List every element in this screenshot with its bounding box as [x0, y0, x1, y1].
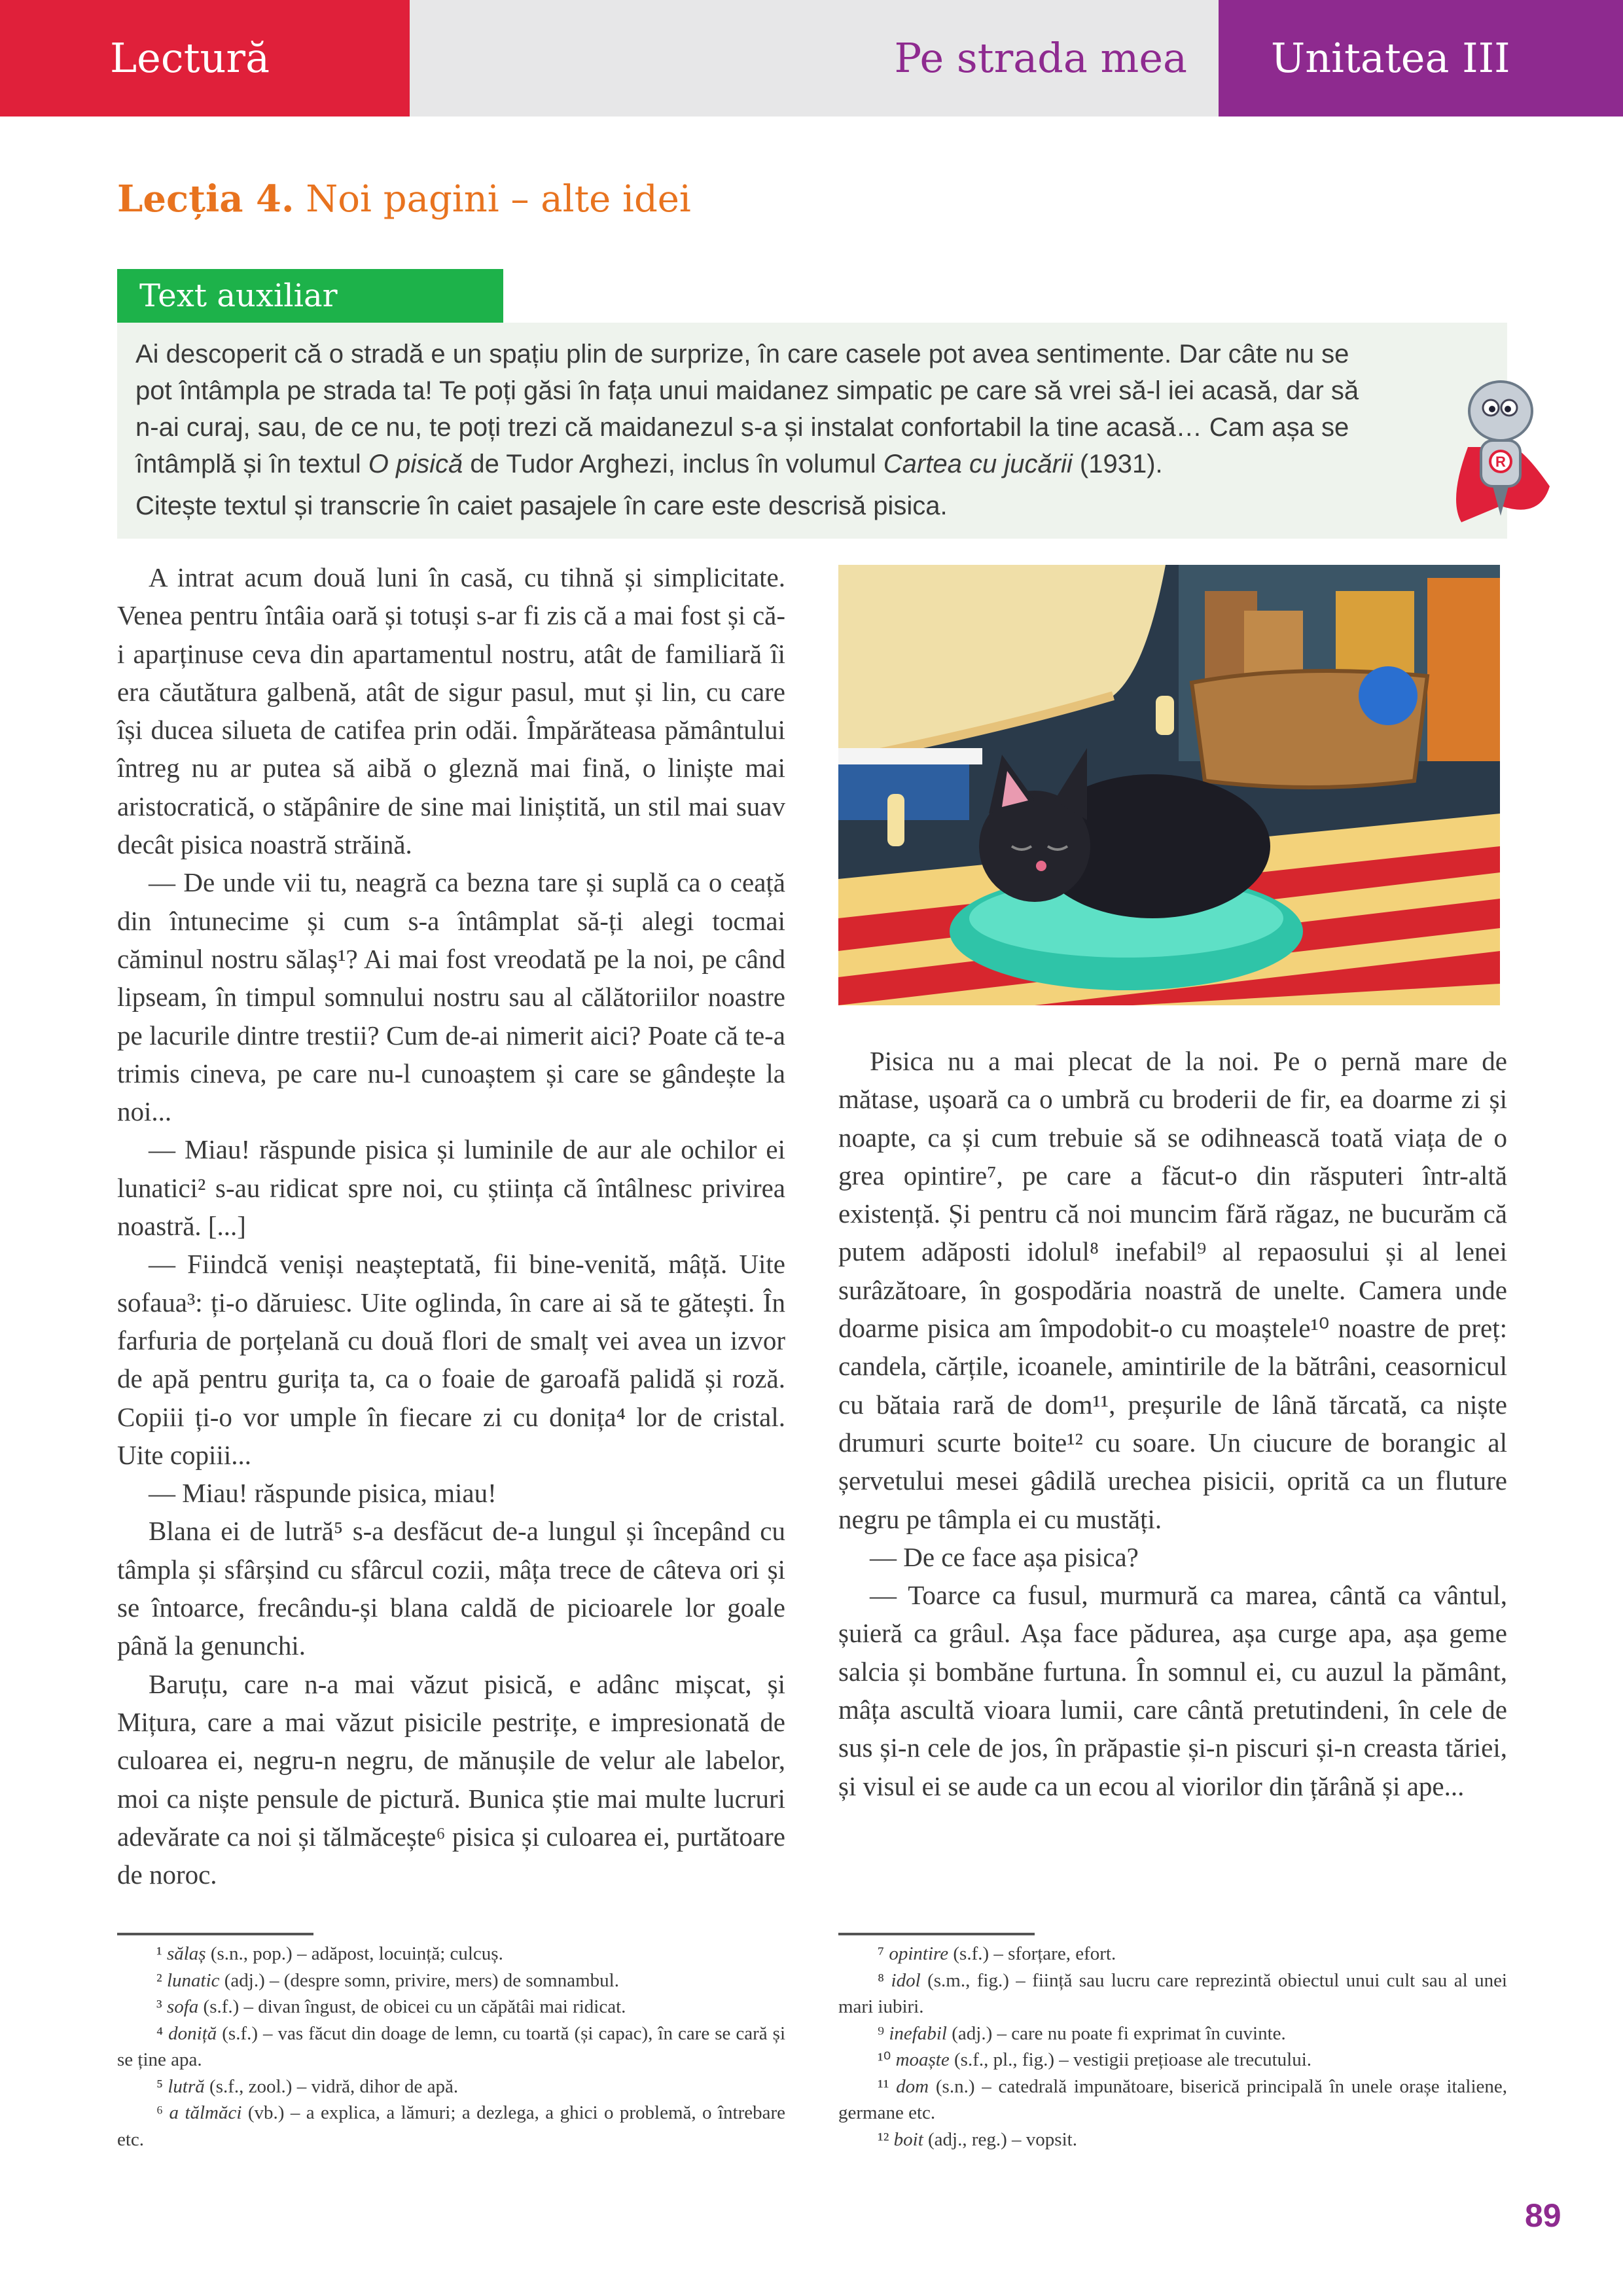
task-instruction: Citește textul și transcrie în caiet pasajele în care este descrisă pisica.: [135, 492, 948, 520]
story-paragraph: Pisica nu a mai plecat de la noi. Pe o pernă mare de mătase, ușoară ca o umbră cu broderii de fir, ea doarme zi și noapte, ca și cum trebuie să se odihnească toată viața de o grea opintire⁷, pe care a făcut-o din răsputeri într-altă existență. Și pentru că noi muncim fără răgaz, ne bucurăm că putem adăposti idolul⁸ inefabil⁹ al repaosului și al lenei surâzătoare, în gospodăria noastră de unelte. Camera unde doarme pisica am împodobit-o cu moaștele¹⁰ noastre de preț: candela, cărțile, icoanele, amintirile de la bătrâni, ceasornicul cu bătaia rară de dom¹¹, preșurile de lână tărcată, ca niște drumuri scurte boite¹² cu soare. Un ciucure de borangic al șervetului mesei gâdilă urechea pisicii, oprită ca un fluture negru pe tâmpla ei cu mustăți.: [838, 1046, 1507, 1534]
footnote: ⁷ opintire (s.f.) – sforțare, efort.: [878, 1943, 1116, 1965]
mascot-letter: R: [1495, 454, 1506, 470]
footnote: ⁸ idol (s.m., fig.) – ființă sau lucru care reprezintă obiectul unui cult sau al unei mari iubiri.: [838, 1969, 1507, 2018]
story-paragraph: — De ce face așa pisica?: [870, 1541, 1139, 1572]
lesson-number: Lecția 4.: [117, 177, 294, 221]
footnote: ⁶ a tălmăci (vb.) – a explica, a lămuri; a dezlega, a ghici o problemă, o întrebare etc.: [117, 2102, 785, 2150]
story-paragraph: Blana ei de lutră⁵ s-a desfăcut de-a lungul și începând cu tâmpla și sfârșind cu sfârcul cozii, mâța trece de câteva ori și se întoarce, frecându-și blana caldă de picioarele lor goale până la genunchi.: [117, 1516, 785, 1661]
story-paragraph: — Fiindcă veniși neașteptată, fii bine-venită, mâță. Uite sofaua³: ți-o dăruiesc. Uite oglinda, în care ai să te gătești. În farfuria de porțelană cu două flori de smalț vei avea un izvor de apă pentru gurița ta, ca o foaie de garoafă palidă și roză. Copiii ți-o vor umple în fiecare zi cu donița⁴ lor de cristal. Uite copiii...: [117, 1249, 785, 1470]
footnote: ¹ sălaș (s.n., pop.) – adăpost, locuință; culcuș.: [156, 1943, 503, 1965]
footnote: ⁹ inefabil (adj.) – care nu poate fi exprimat în cuvinte.: [878, 2022, 1286, 2044]
intro-text: de Tudor Arghezi, inclus în volumul: [463, 450, 883, 478]
unit-label: Unitatea III: [1271, 34, 1510, 82]
footnotes-right: [838, 1933, 1507, 2153]
intro-text: Ai descoperit că o stradă e un spațiu plin de surprize, în care casele pot avea sentimente. Dar câte nu se pot întâmpla pe strada ta! Te poți găsi în fața unui maidanez simpatic pe care să vrei să-l iei acasă, dar să n-ai curaj, sau, de ce nu, te poți trezi că maidanezul s-a și instalat confortabil la tine acasă… Cam așa se întâmplă și în textul: [135, 340, 1359, 478]
footnotes-left: [117, 1933, 785, 2153]
footnote: ¹⁰ moaște (s.f., pl., fig.) – vestigii prețioase ale trecutului.: [878, 2049, 1312, 2071]
section-label: Lectură: [110, 34, 270, 82]
footnote: ³ sofa (s.f.) – divan îngust, de obicei cu un căpătâi mai ridicat.: [156, 1996, 626, 2018]
story-paragraph: Baruțu, care n-a mai văzut pisică, e adânc mișcat, și Mițura, care a mai văzut pisicile pestrițe, e impresionată de culoarea ei, negru-n negru, de mănușile de velur ale labelor, moi ca niște pensule de pictură. Bunica știe mai multe lucruri adevărate ca noi și tălmăcește⁶ pisica și culoarea ei, purtătoare de noroc.: [117, 1668, 785, 1890]
footnote: ¹¹ dom (s.n.) – catedrală impunătoare, biserică principală în unele orașe italiene, germane etc.: [838, 2075, 1507, 2124]
story-paragraph: — Miau! răspunde pisica și luminile de aur ale ochilor ei lunatici² s-au ridicat spre noi, cu știința că întâlnesc privirea noastră. [...]: [117, 1134, 785, 1242]
story-paragraph: — De unde vii tu, neagră ca bezna tare și suplă ca o ceață din întunecime și cum s-a întâmplat să-ți alegi tocmai căminul nostru sălaș¹? Ai mai fost vreodată pe la noi, pe când lipseam, în timpul somnului nostru sau al călătoriilor noastre pe lacurile dintre trestii? Cum de-ai nimerit aici? Poate că te-a trimis cineva, pe care nu-l cunoaștem și care se gândește la noi...: [117, 867, 785, 1127]
story-paragraph: A intrat acum două luni în casă, cu tihnă și simplicitate. Venea pentru întâia oară și totuși s-ar fi zis că a mai fost și că-i aparținuse ceva din apartamentul nostru, atât de familiară îi era căutătura galbenă, atât de sigur pasul, mut și lin, cu care își ducea silueta de catifea prin odăi. Împărăteasa pământului întreg nu ar putea să aibă o gleznă mai fină, o liniște mai aristocratică, o stăpânire de sine mai liniștită, un stil mai suav decât pisica noastră străină.: [117, 562, 785, 860]
lesson-title: [117, 175, 1623, 223]
work-title: O pisică: [368, 450, 463, 478]
page-number: 89: [1525, 2197, 1561, 2234]
story-column-right: [838, 558, 1507, 1893]
theme-label: Pe strada mea: [894, 34, 1187, 82]
intro-section: [117, 323, 1507, 539]
footnote: ⁵ lutră (s.f., zool.) – vidră, dihor de apă.: [156, 2075, 459, 2097]
header-unit: [1219, 0, 1623, 117]
footnote: ¹² boit (adj., reg.) – vopsit.: [878, 2128, 1077, 2150]
header-theme: [410, 0, 1219, 117]
header-section: [0, 0, 410, 117]
lesson-name: Noi pagini – alte idei: [306, 178, 691, 221]
sleeping-cat-illustration: [838, 565, 1500, 1005]
intro-text: (1931).: [1072, 450, 1163, 478]
story-column-left: [117, 558, 785, 1893]
footnote-divider: [117, 1933, 313, 1935]
volume-title: Cartea cu jucării: [883, 450, 1073, 478]
footnote-divider: [838, 1933, 1035, 1935]
aux-text-tab: Text auxiliar: [117, 269, 503, 323]
intro-paragraph: [135, 336, 1370, 482]
story-columns: [117, 558, 1507, 1893]
story-paragraph: — Miau! răspunde pisica, miau!: [149, 1478, 497, 1509]
robot-mascot-icon: [1442, 375, 1553, 532]
story-paragraph: — Toarce ca fusul, murmură ca marea, cântă ca vântul, șuieră ca grâul. Așa face pădurea, așa curge apa, așa geme salcia și bombăne furtuna. În somnul ei, cu auzul la pământ, mâța ascultă vioara lumii, care cântă pretutindeni, în cele de sus și-n cele de jos, în prăpastie și-n piscuri și-n creasta tăriei, și visul ei se aude ca un ecou al viorilor din țărână și ape...: [838, 1580, 1507, 1801]
footnotes: [117, 1933, 1507, 2153]
intro-box: [117, 323, 1507, 539]
footnote: ⁴ doniță (s.f.) – vas făcut din doage de lemn, cu toartă (și capac), în care se cară și se ține apa.: [117, 2022, 786, 2071]
footnote: ² lunatic (adj.) – (despre somn, privire, mers) de somnambul.: [156, 1969, 619, 1991]
